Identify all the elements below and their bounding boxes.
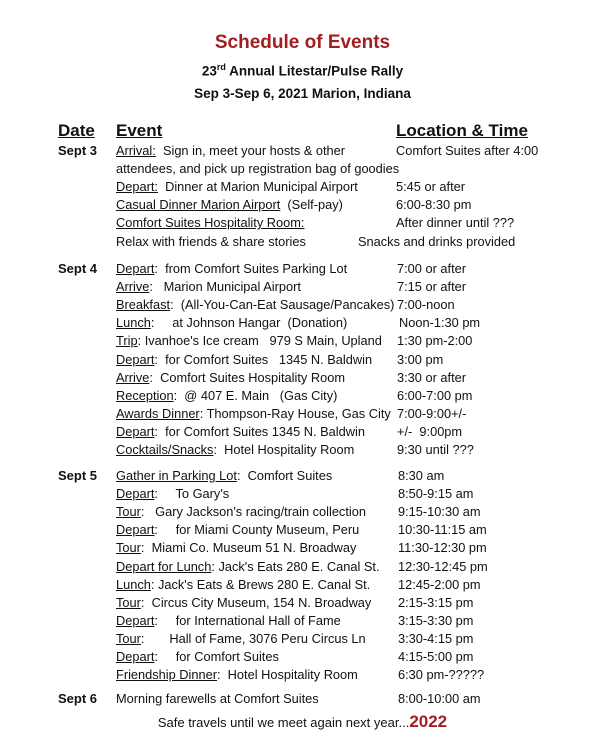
- event-entry: [116, 613, 341, 629]
- ordinal-number: 23: [201, 63, 217, 79]
- event-time: 6:00-7:00 pm: [397, 388, 473, 403]
- event-description: : Thompson-Ray House, Gas City: [199, 406, 391, 421]
- event-description: attendees, and pick up registration bag of goodies: [116, 161, 400, 176]
- event-description: : Comfort Suites Hospitality Room: [149, 370, 345, 385]
- event-time: 3:30 or after: [397, 370, 467, 385]
- event-time: 12:45-2:00 pm: [398, 577, 481, 592]
- event-description: : at Johnson Hangar (Donation): [150, 315, 348, 330]
- event-entry: [116, 161, 399, 177]
- event-description: : Hotel Hospitality Room: [217, 667, 358, 682]
- event-label: Depart:: [116, 179, 158, 194]
- event-time: Noon-1:30 pm: [399, 315, 481, 330]
- event-description: : Circus City Museum, 154 N. Broadway: [140, 595, 372, 610]
- event-label: Depart: [116, 261, 155, 276]
- event-entry: [116, 631, 366, 647]
- event-entry: [116, 595, 371, 611]
- event-description: : Marion Municipal Airport: [149, 279, 301, 294]
- event-time: 11:30-12:30 pm: [398, 540, 487, 555]
- event-entry: [116, 442, 354, 458]
- event-description: : for Miami County Museum, Peru: [154, 522, 360, 537]
- footer-text: Safe travels until we meet again next year...: [157, 715, 410, 730]
- ordinal-suffix: rd: [216, 62, 226, 72]
- rally-name: Annual Litestar/Pulse Rally: [225, 63, 404, 79]
- event-entry: [116, 234, 306, 250]
- event-label: Depart for Lunch: [116, 559, 212, 574]
- event-entry: [116, 486, 229, 502]
- event-label: Arrive: [116, 370, 150, 385]
- event-entry: [116, 540, 356, 556]
- event-label: Arrival:: [116, 143, 156, 158]
- event-description: : Hall of Fame, 3076 Peru Circus Ln: [140, 631, 366, 646]
- event-label: Tour: [116, 595, 141, 610]
- event-time: 5:45 or after: [396, 179, 466, 194]
- event-description: : for Comfort Suites: [154, 649, 279, 664]
- event-description: : Hotel Hospitality Room: [213, 442, 355, 457]
- event-entry: [116, 559, 380, 575]
- event-time: 8:50-9:15 am: [398, 486, 474, 501]
- event-description: : Jack's Eats & Brews 280 E. Canal St.: [150, 577, 371, 592]
- event-label: Tour: [116, 540, 141, 555]
- event-time: 6:30 pm-?????: [398, 667, 485, 682]
- dates-location: Sep 3-Sep 6, 2021 Marion, Indiana: [194, 86, 411, 101]
- day-date: Sept 4: [58, 261, 98, 276]
- event-label: Lunch: [116, 577, 151, 592]
- event-entry: [116, 388, 337, 404]
- event-description: : from Comfort Suites Parking Lot: [154, 261, 348, 276]
- event-description: : Gary Jackson's racing/train collection: [140, 504, 366, 519]
- page-title: Schedule of Events: [214, 32, 391, 53]
- event-time: 7:00-9:00+/-: [397, 406, 467, 421]
- event-time: +/- 9:00pm: [397, 424, 463, 439]
- event-label: Awards Dinner: [116, 406, 200, 421]
- event-label: Breakfast: [116, 297, 171, 312]
- event-time: 7:15 or after: [397, 279, 467, 294]
- event-time: 8:30 am: [398, 468, 445, 483]
- event-entry: [116, 352, 372, 368]
- header-event: Event: [116, 121, 163, 140]
- event-label: Depart: [116, 613, 155, 628]
- event-label: Trip: [116, 333, 138, 348]
- event-label: Friendship Dinner: [116, 667, 218, 682]
- event-description: : for International Hall of Fame: [154, 613, 341, 628]
- event-label: Casual Dinner Marion Airport: [116, 197, 281, 212]
- event-label: Lunch: [116, 315, 151, 330]
- event-description: (Self-pay): [280, 197, 343, 212]
- header-date: Date: [58, 121, 95, 140]
- day-date: Sept 3: [58, 143, 98, 158]
- event-description: : (All-You-Can-Eat Sausage/Pancakes): [170, 297, 395, 312]
- event-description: Dinner at Marion Municipal Airport: [157, 179, 358, 194]
- event-entry: [116, 215, 304, 231]
- footer: [0, 712, 605, 732]
- event-time: 3:00 pm: [397, 352, 444, 367]
- event-entry: [116, 577, 370, 593]
- event-description: : Ivanhoe's Ice cream 979 S Main, Upland: [137, 333, 382, 348]
- event-time: 9:30 until ???: [397, 442, 474, 457]
- event-label: Depart: [116, 649, 155, 664]
- event-label: Tour: [116, 631, 141, 646]
- event-label: Comfort Suites Hospitality Room:: [116, 215, 305, 230]
- event-time: 1:30 pm-2:00: [397, 333, 473, 348]
- event-label: Tour: [116, 504, 141, 519]
- event-entry: [116, 649, 279, 665]
- event-label: Cocktails/Snacks: [116, 442, 214, 457]
- event-label: Depart: [116, 424, 155, 439]
- event-description: Sign in, meet your hosts & other: [155, 143, 346, 158]
- event-label: Depart: [116, 522, 155, 537]
- event-time: 7:00 or after: [397, 261, 467, 276]
- event-entry: [116, 522, 359, 538]
- event-time: Comfort Suites after 4:00: [396, 143, 539, 158]
- event-time: 2:15-3:15 pm: [398, 595, 474, 610]
- rally-subtitle: [0, 62, 605, 79]
- event-description: : To Gary's: [154, 486, 230, 501]
- event-time: 8:00-10:00 am: [398, 691, 481, 706]
- event-time: 7:00-noon: [397, 297, 455, 312]
- event-description: : Miami Co. Museum 51 N. Broadway: [140, 540, 357, 555]
- event-description: Morning farewells at Comfort Suites: [116, 691, 319, 706]
- event-time: 4:15-5:00 pm: [398, 649, 474, 664]
- event-entry: [116, 143, 345, 159]
- event-time: 3:15-3:30 pm: [398, 613, 474, 628]
- event-entry: [116, 279, 301, 295]
- footer-year: 2022: [409, 712, 448, 731]
- event-entry: [116, 261, 347, 277]
- event-entry: [116, 406, 391, 422]
- event-label: Arrive: [116, 279, 150, 294]
- event-label: Depart: [116, 352, 155, 367]
- event-description: : for Comfort Suites 1345 N. Baldwin: [154, 424, 365, 439]
- event-description: : @ 407 E. Main (Gas City): [173, 388, 338, 403]
- event-description: : for Comfort Suites 1345 N. Baldwin: [154, 352, 373, 367]
- event-time: 12:30-12:45 pm: [398, 559, 488, 574]
- header-location-time: Location & Time: [396, 121, 528, 140]
- event-entry: [116, 333, 382, 349]
- event-entry: [116, 197, 343, 213]
- event-entry: [116, 504, 366, 520]
- event-time: 10:30-11:15 am: [398, 522, 487, 537]
- event-time: After dinner until ???: [396, 215, 515, 230]
- event-entry: [116, 297, 394, 313]
- event-time: 9:15-10:30 am: [398, 504, 481, 519]
- event-label: Reception: [116, 388, 174, 403]
- event-entry: [116, 667, 358, 683]
- day-date: Sept 5: [58, 468, 98, 483]
- event-entry: [116, 315, 347, 331]
- event-time: 6:00-8:30 pm: [396, 197, 472, 212]
- event-label: Gather in Parking Lot: [116, 468, 237, 483]
- event-time: Snacks and drinks provided: [358, 234, 516, 249]
- event-entry: [116, 424, 365, 440]
- event-label: Depart: [116, 486, 155, 501]
- event-description: : Jack's Eats 280 E. Canal St.: [211, 559, 380, 574]
- event-description: : Comfort Suites: [236, 468, 333, 483]
- event-entry: [116, 691, 319, 707]
- event-time: 3:30-4:15 pm: [398, 631, 474, 646]
- event-description: Relax with friends & share stories: [116, 234, 306, 249]
- event-entry: [116, 179, 358, 195]
- event-entry: [116, 468, 332, 484]
- day-date: Sept 6: [58, 691, 98, 706]
- event-entry: [116, 370, 345, 386]
